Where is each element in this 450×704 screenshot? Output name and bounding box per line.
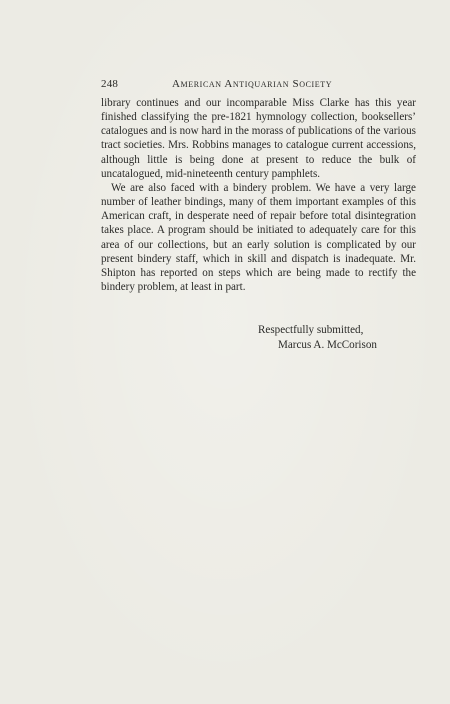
body-text bbox=[101, 96, 416, 294]
paragraph: We are also faced with a bindery problem. We have a very large number of leather bindings, many of them important examples of this American craft, in desperate need of repair before total disintegration takes place. A program should be initiated to adequately care for this area of our collections, but an early solution is complicated by our present bindery staff, which in skill and dispatch is inadequate. Mr. Shipton has reported on steps which are being made to rectify the bindery problem, at least in part. bbox=[101, 181, 416, 294]
paragraph: library continues and our incomparable Miss Clarke has this year finished classifying the pre-1821 hymnology collection, booksellers’ catalogues and is now hard in the morass of publications of the various tract societies. Mrs. Robbins manages to catalogue current accessions, although little is being done at present to reduce the bulk of uncatalogued, mid-nineteenth century pamphlets. bbox=[101, 97, 416, 180]
page-header bbox=[101, 76, 417, 92]
page-number: 248 bbox=[101, 78, 119, 90]
running-head: American Antiquarian Society bbox=[172, 78, 333, 90]
signoff bbox=[101, 323, 416, 352]
signature-name: Marcus A. McCorison bbox=[278, 338, 377, 351]
closing-line: Respectfully submitted, bbox=[258, 324, 364, 336]
